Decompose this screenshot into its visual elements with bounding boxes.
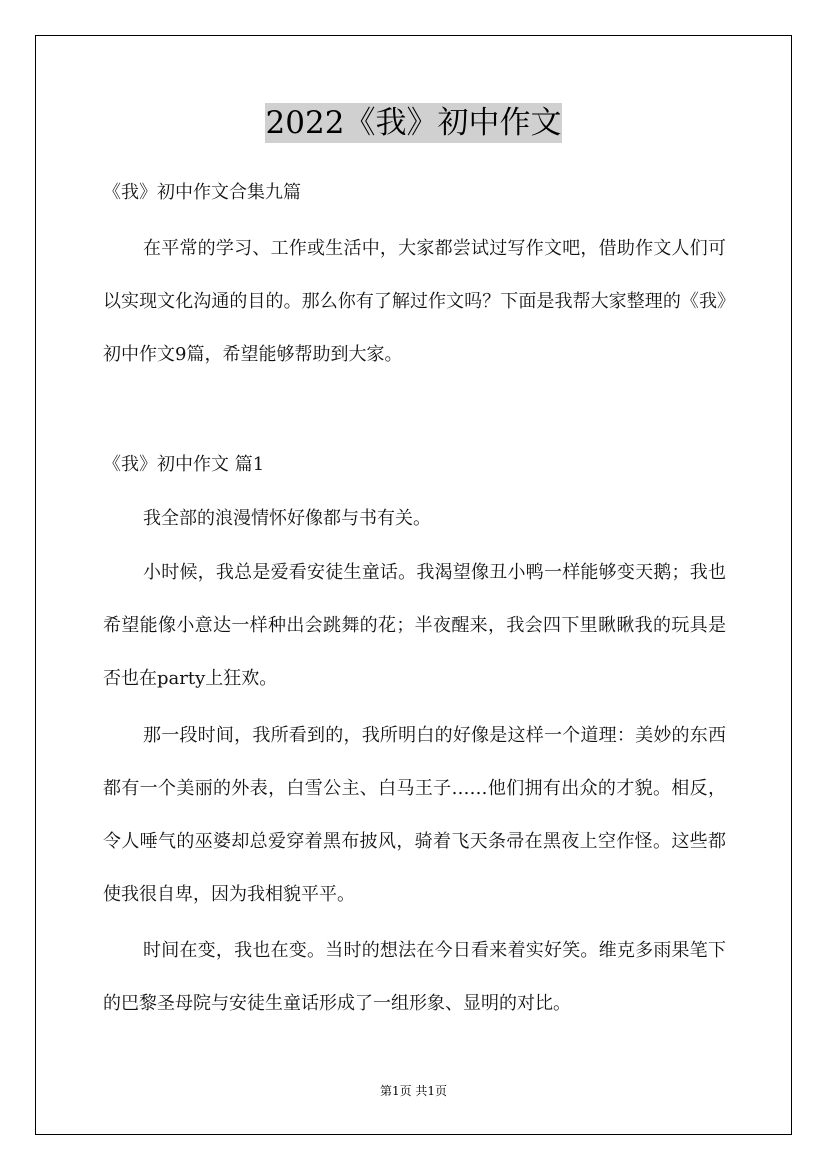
section-heading: 《我》初中作文 篇1 <box>103 454 265 475</box>
document-title: 2022《我》初中作文 <box>265 105 562 141</box>
intro-paragraph: 在平常的学习、工作或生活中，大家都尝试过写作文吧，借助作文人们可以实现文化沟通的目的。那么你有了解过作文吗？下面是我帮大家整理的《我》初中作文9篇，希望能够帮助到大家。 <box>103 238 726 365</box>
collection-heading: 《我》初中作文合集九篇 <box>103 182 301 203</box>
title-container <box>0 103 827 143</box>
body-paragraph: 小时候，我总是爱看安徒生童话。我渴望像丑小鸭一样能够变天鹅；我也希望能像小意达一样种出会跳舞的花；半夜醒来，我会四下里瞅瞅我的玩具是否也在party上狂欢。 <box>103 562 726 689</box>
body-paragraph: 我全部的浪漫情怀好像都与书有关。 <box>143 508 431 529</box>
body-paragraph: 时间在变，我也在变。当时的想法在今日看来着实好笑。维克多雨果笔下的巴黎圣母院与安徒生童话形成了一组形象、显明的对比。 <box>103 940 726 1014</box>
page-number-footer: 第1页 共1页 <box>379 1084 448 1098</box>
body-paragraph: 那一段时间，我所看到的，我所明白的好像是这样一个道理：美妙的东西都有一个美丽的外表，白雪公主、白马王子……他们拥有出众的才貌。相反，令人唾气的巫婆却总爱穿着黑布披风，骑着飞天条帚在黑夜上空作怪。这些都使我很自卑，因为我相貌平平。 <box>103 725 726 905</box>
